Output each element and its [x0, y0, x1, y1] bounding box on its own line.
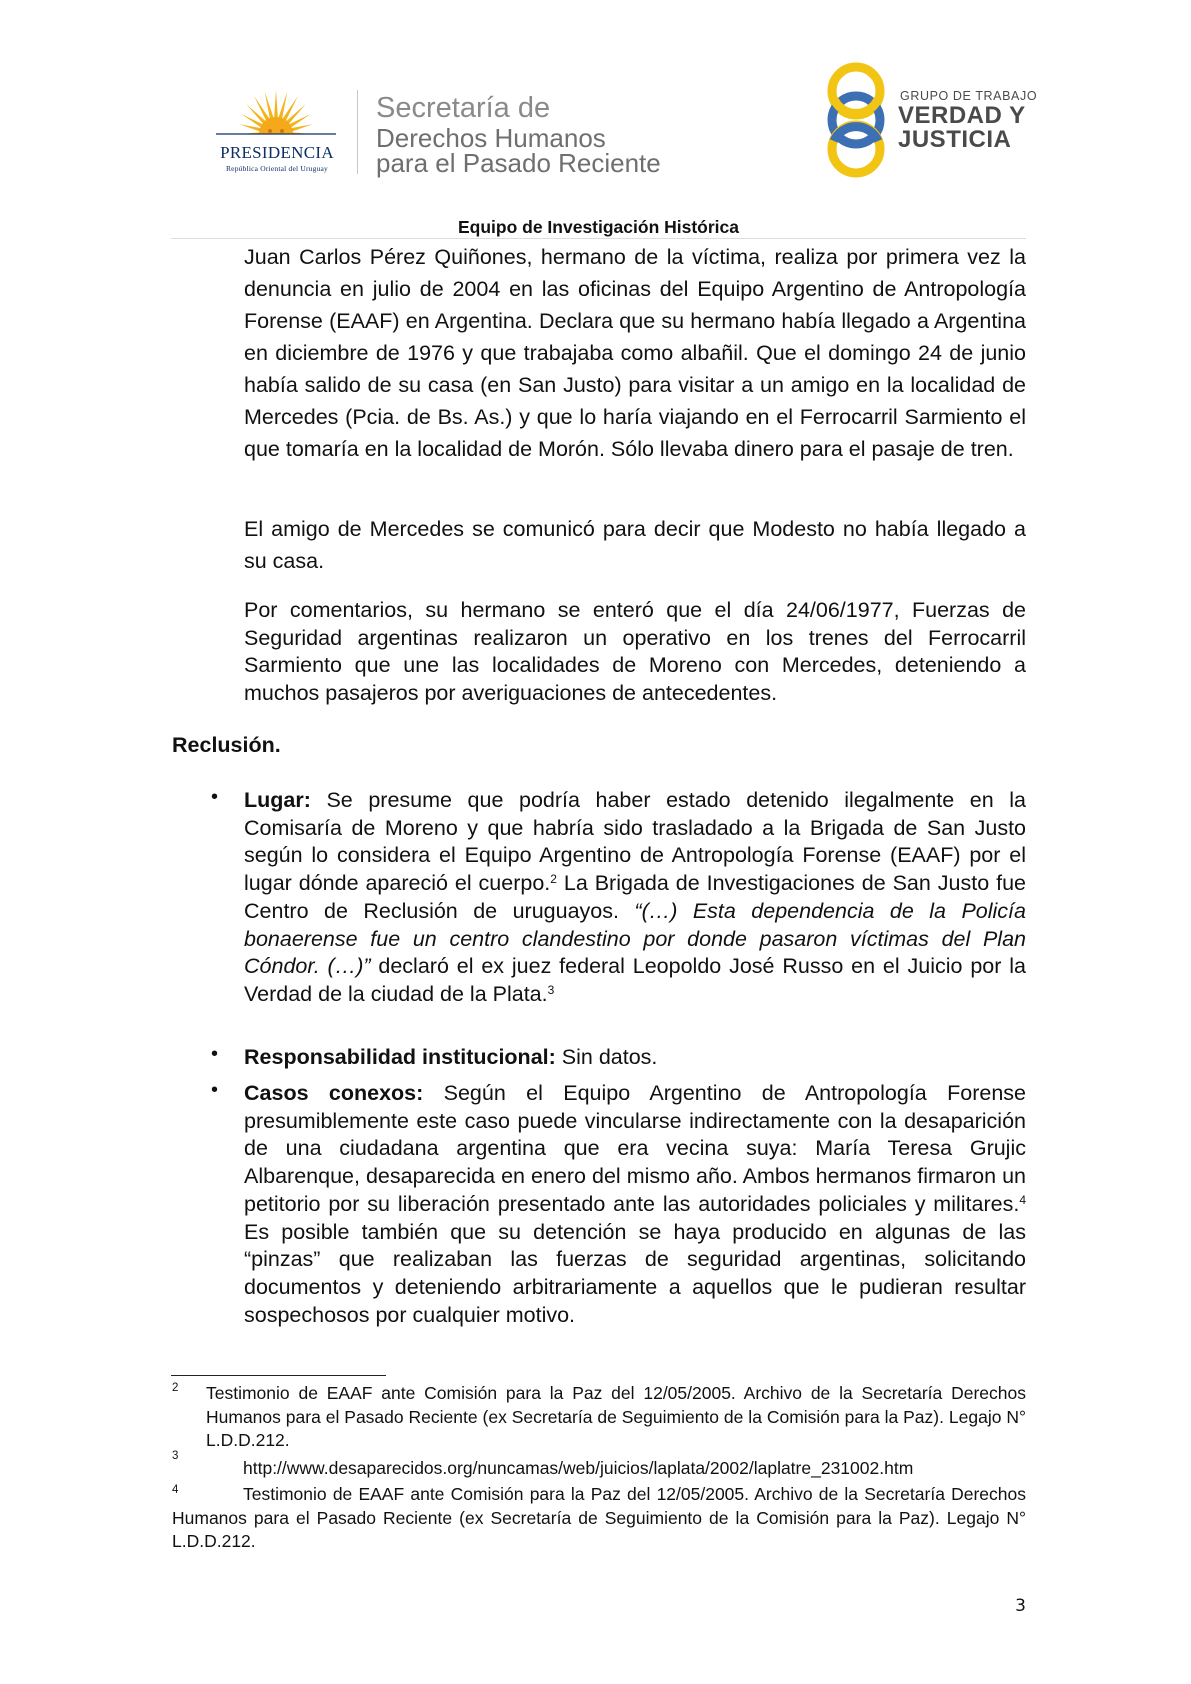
- list-item-lugar: [244, 787, 1026, 1009]
- footnote-ref-3[interactable]: 3: [547, 982, 555, 997]
- casos-label: Casos conexos:: [244, 1081, 424, 1105]
- lugar-text-3: declaró el ex juez federal Leopoldo José Russo en el Juicio por la Verdad de la ciudad de la Plata.: [244, 954, 1026, 1006]
- verdad-y-label: VERDAD Y: [898, 102, 1026, 129]
- footnote-number-3: 3: [172, 1450, 179, 1462]
- grupo-de-trabajo-label: GRUPO DE TRABAJO: [900, 89, 1038, 103]
- casos-text-2: Es posible también que su detención se haya producido en algunas de las “pinzas” que realizaban las fuerzas de seguridad argentinas, solicitando documentos y deteniendo arbitrariamente a aquellos que le pudieran resultar sospechosos por cualquier motivo.: [244, 1219, 1026, 1327]
- footnote-4: Testimonio de EAAF ante Comisión para la Paz del 12/05/2005. Archivo de la Secretaría Derechos Humanos para el Pasado Reciente (ex Secretaría de Seguimiento de la Comisión para la Paz). Legajo N° L.D.D.212.: [172, 1484, 1026, 1551]
- footnote-ref-2[interactable]: 2: [550, 872, 557, 887]
- footnote-3[interactable]: http://www.desaparecidos.org/nuncamas/web/juicios/laplata/2002/laplatre_231002.htm: [243, 1458, 914, 1478]
- paragraph-amigo: El amigo de Mercedes se comunicó para decir que Modesto no había llegado a su casa.: [244, 517, 1026, 573]
- footnote-number-4: 4: [172, 1484, 179, 1496]
- header-divider: [357, 90, 358, 174]
- bullet-responsabilidad: •: [211, 1043, 219, 1065]
- list-item-casos: [244, 1080, 1026, 1329]
- header-rule: [171, 238, 1026, 239]
- presidencia-subtitle: República Oriental del Uruguay: [225, 164, 328, 173]
- justicia-label: JUSTICIA: [898, 126, 1012, 153]
- presidencia-title: PRESIDENCIA: [220, 143, 334, 162]
- footnote-rule: [171, 1375, 386, 1376]
- responsabilidad-label: Responsabilidad institucional:: [244, 1045, 556, 1069]
- lugar-quote: “(…) Esta dependencia de la Policía bonaerense fue un centro clandestino por donde pasaron víctimas del Plan Cóndor. (…)”: [244, 898, 1026, 979]
- lugar-text-1: Se presume que podría haber estado detenido ilegalmente en la Comisaría de Moreno y que habría sido trasladado a la Brigada de San Justo según lo considera el Equipo Argentino de Antropología Forense (EAAF) por el lugar dónde apareció el cuerpo.: [244, 788, 1026, 896]
- paragraph-denuncia: Juan Carlos Pérez Quiñones, hermano de la víctima, realiza por primera vez la denuncia en julio de 2004 en las oficinas del Equipo Argentino de Antropología Forense (EAAF) en Argentina. Declara que su hermano había llegado a Argentina en diciembre de 1976 y que trabajaba como albañil. Que el domingo 24 de junio había salido de su casa (en San Justo) para visitar a un amigo en la localidad de Mercedes (Pcia. de Bs. As.) y que lo haría viajando en el Ferrocarril Sarmiento el que tomaría en la localidad de Morón. Sólo llevaba dinero para el pasaje de tren.: [244, 245, 1026, 461]
- casos-text-1: Según el Equipo Argentino de Antropología Forense presumiblemente este caso puede vincularse indirectamente con la desaparición de una ciudadana argentina que era vecina suya: María Teresa Grujic Albarenque, desaparecida en enero del mismo año. Ambos hermanos firmaron un petitorio por su liberación presentado ante las autoridades policiales y militares.: [244, 1081, 1026, 1216]
- list-item-responsabilidad: [244, 1044, 1026, 1072]
- verdad-justicia-rings-logo: [822, 58, 890, 182]
- team-label: Equipo de Investigación Histórica: [457, 217, 740, 237]
- bullet-casos: •: [211, 1079, 219, 1101]
- footnote-2: Testimonio de EAAF ante Comisión para la Paz del 12/05/2005. Archivo de la Secretaría Derechos Humanos para el Pasado Reciente (ex Secretaría de Seguimiento de la Comisión para la Paz). Legajo N° L.D.D.212.: [206, 1383, 1026, 1450]
- section-heading-reclusion: Reclusión.: [172, 733, 281, 757]
- footnote-number-2: 2: [172, 1382, 179, 1394]
- paragraph-operativo: Por comentarios, su hermano se enteró que el día 24/06/1977, Fuerzas de Seguridad argentinas realizaron un operativo en los trenes del Ferrocarril Sarmiento que une las localidades de Moreno con Mercedes, deteniendo a muchos pasajeros por averiguaciones de antecedentes.: [244, 598, 1026, 705]
- secretaria-line-2: Derechos Humanos: [376, 123, 606, 153]
- bullet-lugar: •: [211, 786, 219, 808]
- secretaria-line-1: Secretaría de: [376, 92, 551, 124]
- lugar-text-2: La Brigada de Investigaciones de San Justo fue Centro de Reclusión de uruguayos.: [244, 871, 1026, 923]
- responsabilidad-text: Sin datos.: [555, 1045, 658, 1069]
- secretaria-line-3: para el Pasado Reciente: [376, 148, 661, 178]
- footnote-ref-4[interactable]: 4: [1019, 1192, 1026, 1207]
- page-number: 3: [1015, 1596, 1026, 1616]
- lugar-label: Lugar:: [244, 788, 311, 812]
